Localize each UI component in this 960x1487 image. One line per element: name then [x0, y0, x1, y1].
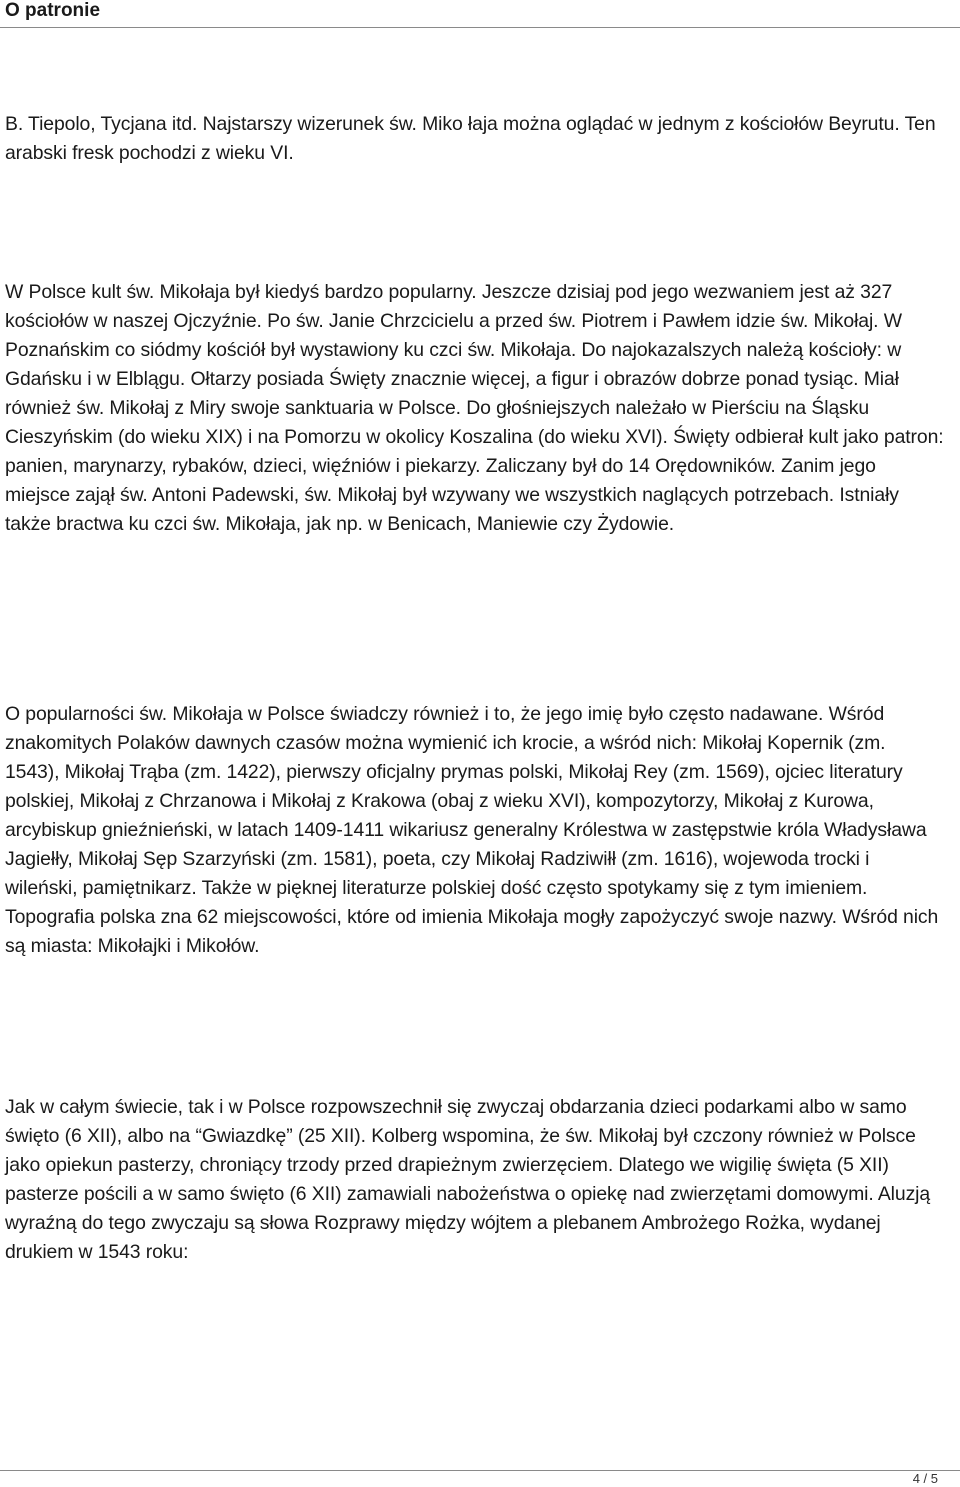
footer-divider: [0, 1470, 960, 1471]
page-number: 4 / 5: [912, 1471, 938, 1486]
page-title: O patronie: [5, 0, 101, 21]
paragraph-popularnosc-imienia: O popularności św. Mikołaja w Polsce świadczy również i to, że jego imię było często nadawane. Wśród znakomitych Polaków dawnych czasów można wymienić ich krocie, a wśród nich: Mikołaj Kopernik (zm. 1543), Mikołaj Trąba (zm. 1422), pierwszy oficjalny prymas polski, Mikołaj Rey (zm. 1569), ojciec literatury polskiej, Mikołaj z Chrzanowa i Mikołaj z Krakowa (obaj z wieku XVI), kompozytorzy, Mikołaj z Kurowa, arcybiskup gnieźnieński, w latach 1409-1411 wikariusz generalny Królestwa w zastępstwie króla Władysława Jagiełły, Mikołaj Sęp Szarzyński (zm. 1581), poeta, czy Mikołaj Radziwiłł (zm. 1616), wojewoda trocki i wileński, pamiętnikarz. Także w pięknej literaturze polskiej dość często spotykamy się z tym imieniem. Topografia polska zna 62 miejscowości, które od imienia Mikołaja mogły zapożyczyć swoje nazwy. Wśród nich są miasta: Mikołajki i Mikołów.: [5, 703, 939, 957]
paragraph-tiepolo: B. Tiepolo, Tycjana itd. Najstarszy wizerunek św. Miko łaja można oglądać w jednym z kościołów Beyrutu. Ten arabski fresk pochodzi z wieku VI.: [5, 113, 936, 164]
page-header: [0, 0, 960, 28]
paragraph-zwyczaj-podarkow: Jak w całym świecie, tak i w Polsce rozpowszechnił się zwyczaj obdarzania dzieci podarkami albo w samo święto (6 XII), albo na “Gwiazdkę” (25 XII). Kolberg wspomina, że św. Mikołaj był czczony również w Polsce jako opiekun pasterzy, chroniący trzody przed drapieżnym zwierzęciem. Dlatego we wigilię święta (5 XII) pasterze pościli a w samo święto (6 XII) zamawiali nabożeństwa o opiekę nad zwierzętami domowymi. Aluzją wyraźną do tego zwyczaju są słowa Rozprawy między wójtem a plebanem Ambrożego Rożka, wydanej drukiem w 1543 roku:: [5, 1096, 931, 1263]
header-divider: [0, 27, 960, 28]
paragraph-kult-w-polsce: W Polsce kult św. Mikołaja był kiedyś bardzo popularny. Jeszcze dzisiaj pod jego wezwaniem jest aż 327 kościołów w naszej Ojczyźnie. Po św. Janie Chrzcicielu a przed św. Piotrem i Pawłem idzie św. Mikołaj. W Poznańskim co siódmy kościół był wystawiony ku czci św. Mikołaja. Do najokazalszych należą kościoły: w Gdańsku i w Elblągu. Ołtarzy posiada Święty znacznie więcej, a figur i obrazów dobrze ponad tysiąc. Miał również św. Mikołaj z Miry swoje sanktuaria w Polsce. Do głośniejszych należało w Pierściu na Śląsku Cieszyńskim (do wieku XIX) i na Pomorzu w okolicy Koszalina (do wieku XVI). Święty odbierał kult jako patron: panien, marynarzy, rybaków, dzieci, więźniów i piekarzy. Zaliczany był do 14 Orędowników. Zanim jego miejsce zajął św. Antoni Padewski, św. Mikołaj był wzywany we wszystkich naglących potrzebach. Istniały także bractwa ku czci św. Mikołaja, jak np. w Benicach, Maniewie czy Żydowie.: [5, 281, 944, 535]
